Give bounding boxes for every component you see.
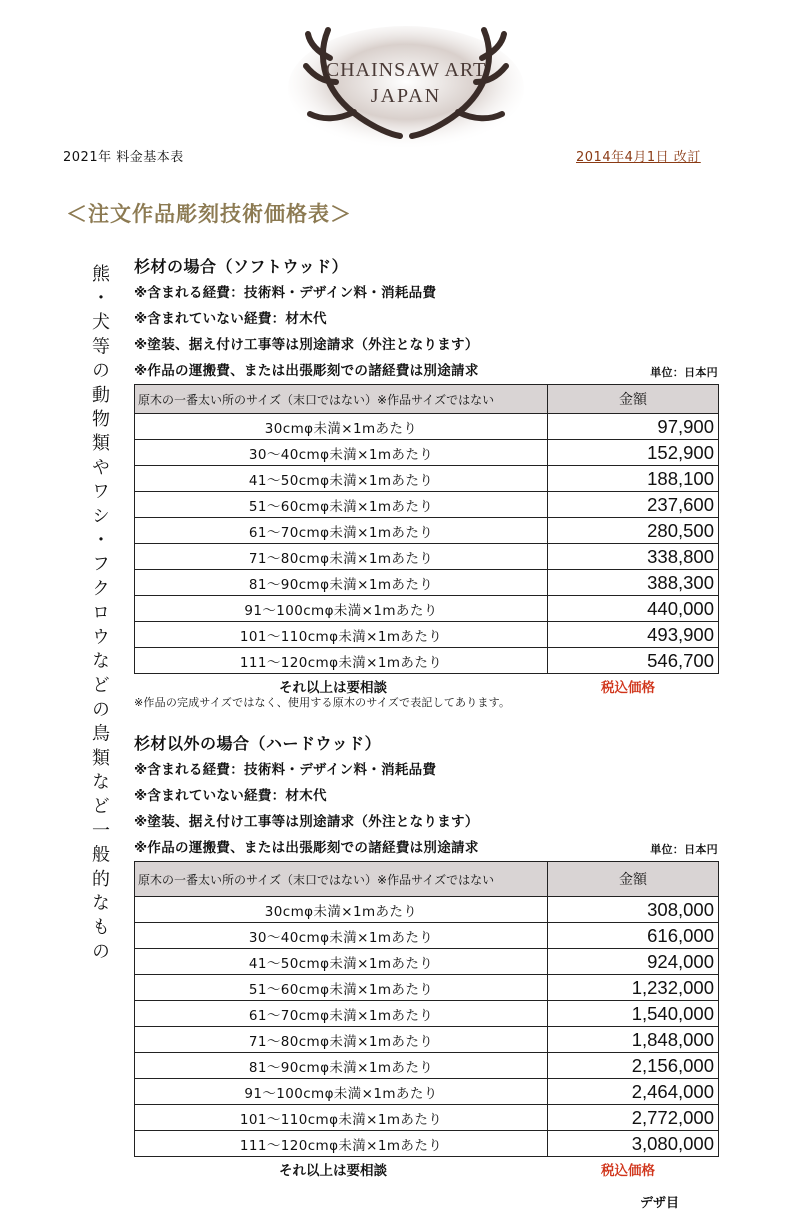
cut-off-text: デザ目 <box>640 1196 680 1211</box>
header-size: 原木の一番太い所のサイズ（末口ではない）※作品サイズではない <box>135 385 548 414</box>
size-cell: 61～70cmφ未満×1mあたり <box>135 518 548 544</box>
size-cell: 61～70cmφ未満×1mあたり <box>135 1001 548 1027</box>
softwood-title: 杉材の場合（ソフトウッド） <box>134 257 349 276</box>
hard-note-2: ※含まれていない経費：材木代 <box>134 788 327 804</box>
price-cell: 188,100 <box>548 466 719 492</box>
soft-note-4-text: ※作品の運搬費、または出張彫刻での諸経費は別途請求 <box>134 363 479 379</box>
size-cell: 41～50cmφ未満×1mあたり <box>135 466 548 492</box>
hard-note-4-text: ※作品の運搬費、または出張彫刻での諸経費は別途請求 <box>134 840 479 856</box>
price-cell: 97,900 <box>548 414 719 440</box>
hardwood-price-table <box>134 861 719 1157</box>
tax-included-label: 税込価格 <box>601 1163 655 1179</box>
softwood-section <box>134 254 718 712</box>
soft-consult-row <box>134 674 718 694</box>
table-row <box>135 570 719 596</box>
table-row <box>135 466 719 492</box>
size-cell: 30～40cmφ未満×1mあたり <box>135 440 548 466</box>
softwood-price-table <box>134 384 719 674</box>
size-cell: 71～80cmφ未満×1mあたり <box>135 544 548 570</box>
size-cell: 30～40cmφ未満×1mあたり <box>135 923 548 949</box>
hard-unit-label: 単位：日本円 <box>650 843 718 856</box>
price-cell: 616,000 <box>548 923 719 949</box>
hard-consult-row <box>134 1157 718 1177</box>
price-cell: 2,772,000 <box>548 1105 719 1131</box>
price-cell: 493,900 <box>548 622 719 648</box>
price-cell: 338,800 <box>548 544 719 570</box>
table-header-row <box>135 862 719 897</box>
size-cell: 111～120cmφ未満×1mあたり <box>135 648 548 674</box>
header-price: 金額 <box>548 385 719 414</box>
table-row <box>135 975 719 1001</box>
table-row <box>135 440 719 466</box>
soft-note-1: ※含まれる経費：技術料・デザイン料・消耗品費 <box>134 285 437 301</box>
size-cell: 111～120cmφ未満×1mあたり <box>135 1131 548 1157</box>
price-cell: 3,080,000 <box>548 1131 719 1157</box>
logo-text-line1: CHAINSAW ART <box>325 59 487 81</box>
chainsaw-art-japan-logo <box>288 24 524 152</box>
table-row <box>135 897 719 923</box>
logo-text-line2: JAPAN <box>370 85 442 107</box>
price-cell: 440,000 <box>548 596 719 622</box>
size-cell: 51～60cmφ未満×1mあたり <box>135 975 548 1001</box>
size-cell: 30cmφ未満×1mあたり <box>135 414 548 440</box>
price-cell: 237,600 <box>548 492 719 518</box>
table-row <box>135 414 719 440</box>
page-title: ＜注文作品彫刻技術価格表＞ <box>66 202 352 226</box>
table-row <box>135 1053 719 1079</box>
price-cell: 388,300 <box>548 570 719 596</box>
size-cell: 101～110cmφ未満×1mあたり <box>135 1105 548 1131</box>
price-cell: 1,848,000 <box>548 1027 719 1053</box>
size-cell: 81～90cmφ未満×1mあたり <box>135 1053 548 1079</box>
hard-note-1: ※含まれる経費：技術料・デザイン料・消耗品費 <box>134 762 437 778</box>
price-cell: 2,156,000 <box>548 1053 719 1079</box>
table-row <box>135 518 719 544</box>
table-row <box>135 923 719 949</box>
hard-note-4 <box>134 835 718 861</box>
size-cell: 81～90cmφ未満×1mあたり <box>135 570 548 596</box>
table-row <box>135 596 719 622</box>
price-cell: 1,540,000 <box>548 1001 719 1027</box>
vertical-note: 熊・犬等の動物類やワシ・フクロウなどの鳥類など一般的なもの <box>89 264 110 966</box>
table-row <box>135 949 719 975</box>
price-cell: 924,000 <box>548 949 719 975</box>
price-cell: 1,232,000 <box>548 975 719 1001</box>
table-row <box>135 622 719 648</box>
doc-title-year: 2021年 料金基本表 <box>63 150 184 165</box>
size-cell: 30cmφ未満×1mあたり <box>135 897 548 923</box>
table-row <box>135 492 719 518</box>
table-row <box>135 1105 719 1131</box>
size-cell: 71～80cmφ未満×1mあたり <box>135 1027 548 1053</box>
size-cell: 101～110cmφ未満×1mあたり <box>135 622 548 648</box>
table-row <box>135 1001 719 1027</box>
hard-note-3: ※塗装、据え付け工事等は別途請求（外注となります） <box>134 814 479 830</box>
price-cell: 152,900 <box>548 440 719 466</box>
hardwood-section <box>134 731 718 1177</box>
consult-note: それ以上は要相談 <box>279 1163 387 1179</box>
price-cell: 546,700 <box>548 648 719 674</box>
soft-note-2: ※含まれていない経費：材木代 <box>134 311 327 327</box>
table-row <box>135 1079 719 1105</box>
table-header-row <box>135 385 719 414</box>
header-size: 原木の一番太い所のサイズ（末口ではない）※作品サイズではない <box>135 862 548 897</box>
price-cell: 308,000 <box>548 897 719 923</box>
size-cell: 51～60cmφ未満×1mあたり <box>135 492 548 518</box>
header-price: 金額 <box>548 862 719 897</box>
table-row <box>135 1027 719 1053</box>
size-footnote: ※作品の完成サイズではなく、使用する原木のサイズで表記してあります。 <box>134 696 511 709</box>
hardwood-title: 杉材以外の場合（ハードウッド） <box>134 734 382 753</box>
price-cell: 280,500 <box>548 518 719 544</box>
size-cell: 41～50cmφ未満×1mあたり <box>135 949 548 975</box>
tax-included-label: 税込価格 <box>601 680 655 696</box>
soft-note-4 <box>134 358 718 384</box>
revision-date: 2014年4月1日 改訂 <box>576 150 701 165</box>
soft-note-3: ※塗装、据え付け工事等は別途請求（外注となります） <box>134 337 479 353</box>
size-cell: 91～100cmφ未満×1mあたり <box>135 596 548 622</box>
table-row <box>135 1131 719 1157</box>
size-cell: 91～100cmφ未満×1mあたり <box>135 1079 548 1105</box>
consult-note: それ以上は要相談 <box>279 680 387 696</box>
soft-unit-label: 単位：日本円 <box>650 366 718 379</box>
price-cell: 2,464,000 <box>548 1079 719 1105</box>
table-row <box>135 648 719 674</box>
table-row <box>135 544 719 570</box>
antler-logo-icon <box>288 24 524 152</box>
